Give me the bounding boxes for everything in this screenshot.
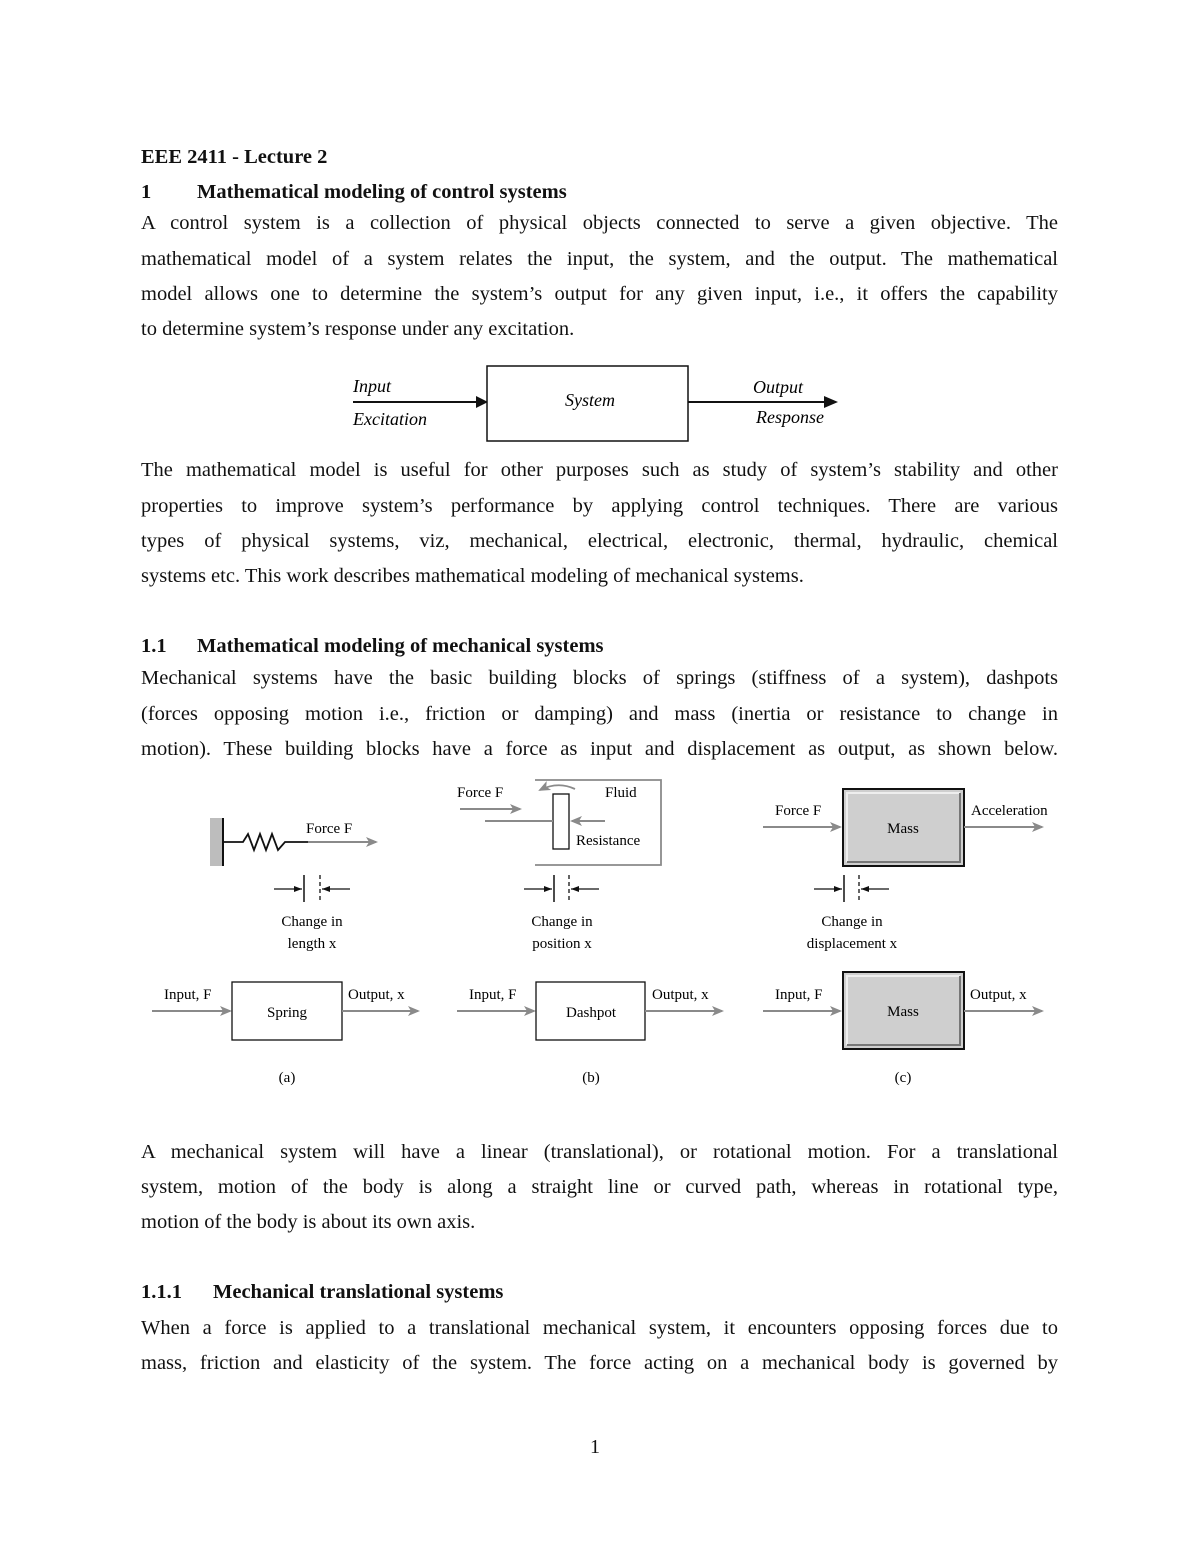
output-label: Output, x [970, 987, 1027, 1003]
paragraph-line: system, motion of the body is along a straight line or curved path, whereas in rotational type, [141, 1176, 1058, 1198]
force-label: Force F [775, 803, 822, 819]
output-label: Output, x [652, 987, 709, 1003]
spring-icon [223, 834, 308, 850]
output-label: Output, x [348, 987, 405, 1003]
caption-a: (a) [278, 1070, 296, 1086]
change-label-line1: Change in [281, 914, 343, 930]
section-number: 1.1 [141, 635, 167, 657]
section-1-1-heading [141, 634, 1058, 658]
paragraph-line: When a force is applied to a translational mechanical system, it encounters opposing forces due to [141, 1317, 1058, 1339]
input-label: Input [353, 376, 391, 396]
change-label-line2: position x [532, 936, 592, 952]
input-label: Input, F [775, 987, 823, 1003]
change-label-line1: Change in [821, 914, 883, 930]
spring-box-label: Spring [266, 1005, 308, 1021]
paragraph-line: (forces opposing motion i.e., friction or damping) and mass (inertia or resistance to change in [141, 703, 1058, 725]
page-number: 1 [590, 1436, 600, 1458]
excitation-label: Excitation [353, 409, 427, 429]
acceleration-label: Acceleration [971, 803, 1048, 819]
mass-diagram [763, 789, 1048, 1086]
section-title: Mechanical translational systems [213, 1281, 504, 1303]
paragraph-line: A mechanical system will have a linear (translational), or rotational motion. For a translational [141, 1141, 1058, 1163]
change-label-line2: length x [287, 936, 337, 952]
paragraph-line: mathematical model of a system relates the input, the system, and the output. The mathematical [141, 248, 1058, 270]
mass-box-label: Mass [887, 1004, 919, 1020]
paragraph-line: properties to improve system’s performance by applying control techniques. There are various [141, 495, 1058, 517]
paragraph-line: A control system is a collection of physical objects connected to serve a given objective. The [141, 212, 1058, 234]
resistance-label: Resistance [576, 833, 641, 849]
paragraph-line: Mechanical systems have the basic building blocks of springs (stiffness of a system), dashpots [141, 667, 1058, 689]
paragraph-line: motion of the body is about its own axis. [141, 1211, 476, 1233]
system-block-diagram [340, 360, 860, 450]
section-1-1-1-heading [141, 1280, 1058, 1304]
document-title: EEE 2411 - Lecture 2 [141, 146, 328, 168]
change-label-line1: Change in [531, 914, 593, 930]
paragraph-line: motion). These building blocks have a force as input and displacement as output, as shown below. [141, 738, 1058, 760]
section-title: Mathematical modeling of control systems [197, 181, 567, 203]
system-box-label: System [565, 390, 615, 410]
caption-b: (b) [582, 1070, 600, 1086]
paragraph-line: The mathematical model is useful for other purposes such as study of system’s stability and other [141, 459, 1058, 481]
wall-icon [210, 818, 223, 866]
fluid-label: Fluid [605, 785, 637, 801]
building-blocks-figure [140, 775, 1070, 1095]
input-label: Input, F [469, 987, 517, 1003]
force-label: Force F [457, 785, 504, 801]
section-title: Mathematical modeling of mechanical systems [197, 635, 604, 657]
section-1-heading [141, 180, 1058, 204]
response-label: Response [756, 407, 824, 427]
piston-icon [553, 794, 569, 849]
paragraph-line: types of physical systems, viz, mechanical, electrical, electronic, thermal, hydraulic, chemical [141, 530, 1058, 552]
change-label-line2: displacement x [806, 936, 898, 952]
output-label: Output [753, 377, 804, 397]
paragraph-line: model allows one to determine the system’s output for any given input, i.e., it offers the capability [141, 283, 1058, 305]
mass-box-label: Mass [887, 821, 919, 837]
dashpot-box-label: Dashpot [566, 1005, 616, 1021]
input-label: Input, F [164, 987, 212, 1003]
paragraph-line: systems etc. This work describes mathematical modeling of mechanical systems. [141, 565, 804, 587]
dashpot-diagram [457, 780, 722, 1086]
paragraph-line: to determine system’s response under any excitation. [141, 318, 575, 340]
section-number: 1 [141, 181, 152, 203]
spring-diagram [152, 818, 418, 1086]
force-label: Force F [306, 821, 353, 837]
paragraph-line: mass, friction and elasticity of the system. The force acting on a mechanical body is governed by [141, 1352, 1058, 1374]
caption-c: (c) [894, 1070, 912, 1086]
section-number: 1.1.1 [141, 1281, 182, 1303]
